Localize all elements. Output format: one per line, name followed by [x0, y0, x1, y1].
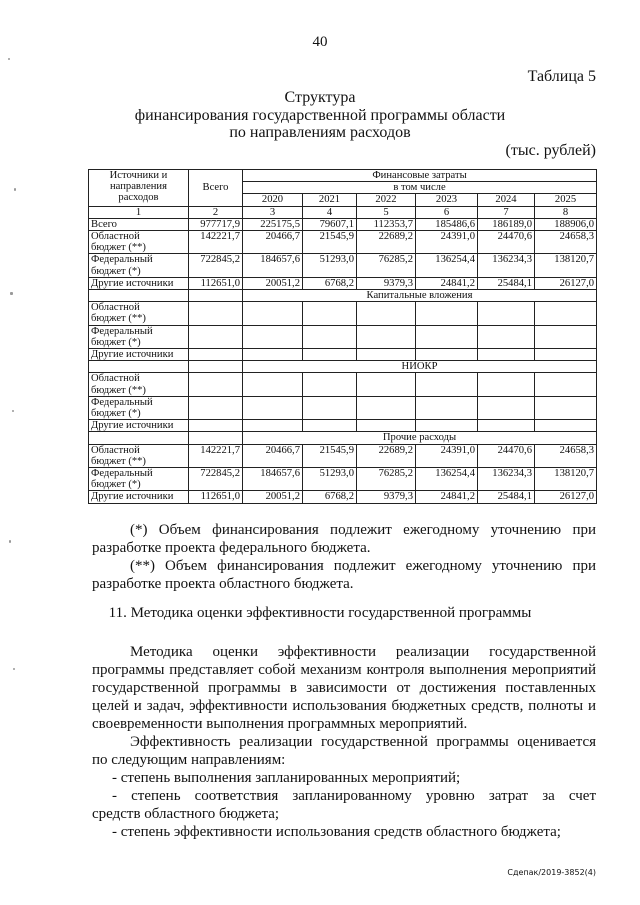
value-cell: [189, 325, 243, 348]
row-label-line: Областной: [91, 444, 140, 456]
bullet-3: - степень эффективности использования средств областного бюджета;: [112, 824, 561, 840]
section-total-blank: [189, 361, 243, 373]
section-title: НИОКР: [243, 361, 597, 373]
value-cell: 188906,0: [535, 218, 597, 230]
header-year: 2020: [243, 194, 303, 206]
column-number: 4: [303, 206, 357, 218]
value-cell: 22689,2: [357, 444, 416, 467]
section-title: Прочие расходы: [243, 432, 597, 444]
paragraph2-line2: по следующим направлениям:: [92, 752, 286, 768]
value-cell: 184657,6: [243, 468, 303, 491]
row-label: [89, 277, 189, 289]
value-cell: [303, 396, 357, 419]
row-label-line: Областной: [91, 231, 140, 243]
header-sources-line: Источники и: [109, 170, 168, 181]
header-sources: [89, 170, 189, 207]
value-cell: [357, 420, 416, 432]
column-number: 8: [535, 206, 597, 218]
bullet-2-line2: средств областного бюджета;: [92, 806, 280, 822]
value-cell: 24470,6: [478, 231, 535, 254]
value-cell: 76285,2: [357, 254, 416, 277]
scan-speck: [8, 58, 10, 60]
row-label: [89, 254, 189, 277]
section-row: [89, 361, 597, 373]
row-label-line: Федеральный: [91, 325, 153, 337]
value-cell: [416, 373, 478, 396]
value-cell: 722845,2: [189, 254, 243, 277]
value-cell: [357, 396, 416, 419]
row-label: [89, 373, 189, 396]
section-heading: 11. Методика оценки эффективности государственной программы: [108, 605, 532, 621]
section-label-blank: [89, 290, 189, 302]
row-label-line: Федеральный: [91, 468, 153, 480]
value-cell: [303, 349, 357, 361]
value-cell: 184657,6: [243, 254, 303, 277]
paragraph1-line3: государственной программы в зависимости от достижения поставленных: [92, 680, 596, 696]
value-cell: 25484,1: [478, 277, 535, 289]
scan-speck: [13, 668, 15, 670]
value-cell: [243, 373, 303, 396]
row-label-line: Всего: [91, 218, 117, 230]
value-cell: [357, 302, 416, 325]
header-total: Всего: [189, 170, 243, 207]
value-cell: 185486,6: [416, 218, 478, 230]
value-cell: 138120,7: [535, 254, 597, 277]
row-label-line: бюджет (*): [91, 336, 141, 348]
value-cell: [416, 349, 478, 361]
header-sources-line: расходов: [118, 192, 159, 204]
value-cell: [416, 420, 478, 432]
value-cell: 20466,7: [243, 444, 303, 467]
table-label: Таблица 5: [527, 68, 596, 85]
value-cell: 142221,7: [189, 444, 243, 467]
value-cell: 25484,1: [478, 491, 535, 503]
value-cell: 20051,2: [243, 277, 303, 289]
value-cell: [243, 349, 303, 361]
value-cell: [243, 396, 303, 419]
value-cell: 136234,3: [478, 254, 535, 277]
value-cell: 26127,0: [535, 277, 597, 289]
section-title: Капитальные вложения: [243, 290, 597, 302]
value-cell: [303, 420, 357, 432]
note-regional-line1: (**) Объем финансирования подлежит ежегодному уточнению при: [130, 558, 596, 574]
value-cell: 186189,0: [478, 218, 535, 230]
header-year: 2023: [416, 194, 478, 206]
section-total-blank: [189, 432, 243, 444]
row-label: [89, 468, 189, 491]
value-cell: 24658,3: [535, 231, 597, 254]
table-title-line-3: по направлениям расходов: [229, 124, 411, 141]
row-label-line: Другие источники: [91, 491, 174, 503]
value-cell: [535, 396, 597, 419]
row-label-line: Областной: [91, 373, 140, 385]
section-row: [89, 432, 597, 444]
value-cell: [189, 396, 243, 419]
bullet-1: - степень выполнения запланированных мероприятий;: [112, 770, 461, 786]
column-number: 3: [243, 206, 303, 218]
row-label-line: Другие источники: [91, 420, 174, 432]
value-cell: [478, 373, 535, 396]
header-year: 2021: [303, 194, 357, 206]
value-cell: 21545,9: [303, 444, 357, 467]
value-cell: [357, 349, 416, 361]
value-cell: [416, 302, 478, 325]
row-label: [89, 218, 189, 230]
table-row: [89, 396, 597, 419]
value-cell: [416, 396, 478, 419]
footer-code: Сдепак/2019-3852(4): [507, 868, 596, 877]
paragraph1-line4: целей и задач, эффективности использования бюджетных средств, полноты и: [92, 698, 596, 714]
table-row: [89, 218, 597, 230]
value-cell: [357, 325, 416, 348]
value-cell: [189, 302, 243, 325]
value-cell: 225175,5: [243, 218, 303, 230]
table-row: [89, 254, 597, 277]
column-number: 2: [189, 206, 243, 218]
row-label: [89, 491, 189, 503]
value-cell: 24391,0: [416, 444, 478, 467]
value-cell: 136254,4: [416, 254, 478, 277]
value-cell: [478, 349, 535, 361]
section-label-blank: [89, 432, 189, 444]
value-cell: [535, 420, 597, 432]
note-federal-line1: (*) Объем финансирования подлежит ежегодному уточнению при: [130, 522, 596, 538]
row-label-line: бюджет (*): [91, 479, 141, 491]
table-row: [89, 349, 597, 361]
financing-table: [88, 169, 597, 504]
value-cell: 79607,1: [303, 218, 357, 230]
header-including: в том числе: [243, 182, 597, 194]
value-cell: 76285,2: [357, 468, 416, 491]
value-cell: [478, 325, 535, 348]
scan-speck: [14, 188, 16, 191]
column-number: 1: [89, 206, 189, 218]
value-cell: 722845,2: [189, 468, 243, 491]
value-cell: 51293,0: [303, 254, 357, 277]
value-cell: 112651,0: [189, 277, 243, 289]
section-row: [89, 290, 597, 302]
header-year: 2024: [478, 194, 535, 206]
table-row: [89, 325, 597, 348]
table-row: [89, 444, 597, 467]
column-number: 7: [478, 206, 535, 218]
value-cell: [416, 325, 478, 348]
value-cell: [535, 373, 597, 396]
value-cell: 24470,6: [478, 444, 535, 467]
value-cell: [535, 302, 597, 325]
table-row: [89, 420, 597, 432]
value-cell: [535, 325, 597, 348]
row-label-line: Областной: [91, 302, 140, 314]
paragraph1-line1: Методика оценки эффективности реализации государственной: [130, 644, 596, 660]
value-cell: 24841,2: [416, 491, 478, 503]
column-number: 6: [416, 206, 478, 218]
units-label: (тыс. рублей): [505, 142, 596, 159]
note-regional-line2: разработке проекта областного бюджета.: [92, 576, 354, 592]
value-cell: 136234,3: [478, 468, 535, 491]
paragraph1-line2: программы представляет собой механизм контроля выполнения мероприятий: [92, 662, 596, 678]
table-row: [89, 277, 597, 289]
value-cell: 6768,2: [303, 491, 357, 503]
column-number: 5: [357, 206, 416, 218]
value-cell: 112353,7: [357, 218, 416, 230]
row-label: [89, 349, 189, 361]
row-label-line: Федеральный: [91, 254, 153, 266]
row-label-line: бюджет (*): [91, 408, 141, 420]
value-cell: 6768,2: [303, 277, 357, 289]
value-cell: 51293,0: [303, 468, 357, 491]
note-federal-line2: разработке проекта федерального бюджета.: [92, 540, 371, 556]
value-cell: [478, 420, 535, 432]
value-cell: [303, 302, 357, 325]
scan-speck: [12, 410, 14, 412]
value-cell: [243, 325, 303, 348]
value-cell: [357, 373, 416, 396]
table-row: [89, 231, 597, 254]
table-row: [89, 468, 597, 491]
table-row: [89, 373, 597, 396]
header-year: 2022: [357, 194, 416, 206]
value-cell: 9379,3: [357, 491, 416, 503]
section-label-blank: [89, 361, 189, 373]
row-label-line: Другие источники: [91, 277, 174, 289]
header-sources-line: направления: [110, 181, 167, 193]
row-label: [89, 302, 189, 325]
value-cell: 142221,7: [189, 231, 243, 254]
value-cell: [303, 373, 357, 396]
value-cell: 24841,2: [416, 277, 478, 289]
value-cell: 24391,0: [416, 231, 478, 254]
table-row: [89, 491, 597, 503]
value-cell: 26127,0: [535, 491, 597, 503]
value-cell: [189, 420, 243, 432]
value-cell: [189, 373, 243, 396]
row-label-line: бюджет (*): [91, 265, 141, 277]
table-row: [89, 302, 597, 325]
row-label: [89, 420, 189, 432]
value-cell: 977717,9: [189, 218, 243, 230]
row-label: [89, 444, 189, 467]
value-cell: 24658,3: [535, 444, 597, 467]
value-cell: [243, 420, 303, 432]
paragraph2-line1: Эффективность реализации государственной программы оценивается: [130, 734, 596, 750]
value-cell: 20051,2: [243, 491, 303, 503]
scan-speck: [10, 292, 13, 295]
paragraph1-line5: своевременности выполнения программных мероприятий.: [92, 716, 468, 732]
bullet-2-line1: - степень соответствия запланированному уровню затрат за счет: [112, 788, 596, 804]
value-cell: 20466,7: [243, 231, 303, 254]
value-cell: 21545,9: [303, 231, 357, 254]
value-cell: [478, 302, 535, 325]
value-cell: [243, 302, 303, 325]
value-cell: [535, 349, 597, 361]
value-cell: 136254,4: [416, 468, 478, 491]
table-title-line-1: Структура: [284, 89, 356, 106]
row-label-line: бюджет (**): [91, 455, 146, 467]
row-label: [89, 396, 189, 419]
scan-speck: [9, 540, 11, 543]
row-label: [89, 231, 189, 254]
column-numbers-row: [89, 206, 597, 218]
row-label-line: бюджет (**): [91, 384, 146, 396]
value-cell: 22689,2: [357, 231, 416, 254]
value-cell: 9379,3: [357, 277, 416, 289]
value-cell: [478, 396, 535, 419]
row-label-line: Федеральный: [91, 396, 153, 408]
value-cell: [189, 349, 243, 361]
row-label: [89, 325, 189, 348]
section-total-blank: [189, 290, 243, 302]
page-number: 40: [312, 34, 328, 50]
table-title-line-2: финансирования государственной программы области: [134, 107, 506, 124]
header-year: 2025: [535, 194, 597, 206]
value-cell: 112651,0: [189, 491, 243, 503]
row-label-line: бюджет (**): [91, 242, 146, 254]
row-label-line: бюджет (**): [91, 313, 146, 325]
value-cell: [303, 325, 357, 348]
header-costs: Финансовые затраты: [243, 170, 597, 182]
value-cell: 138120,7: [535, 468, 597, 491]
header-row: [89, 170, 597, 182]
row-label-line: Другие источники: [91, 349, 174, 361]
